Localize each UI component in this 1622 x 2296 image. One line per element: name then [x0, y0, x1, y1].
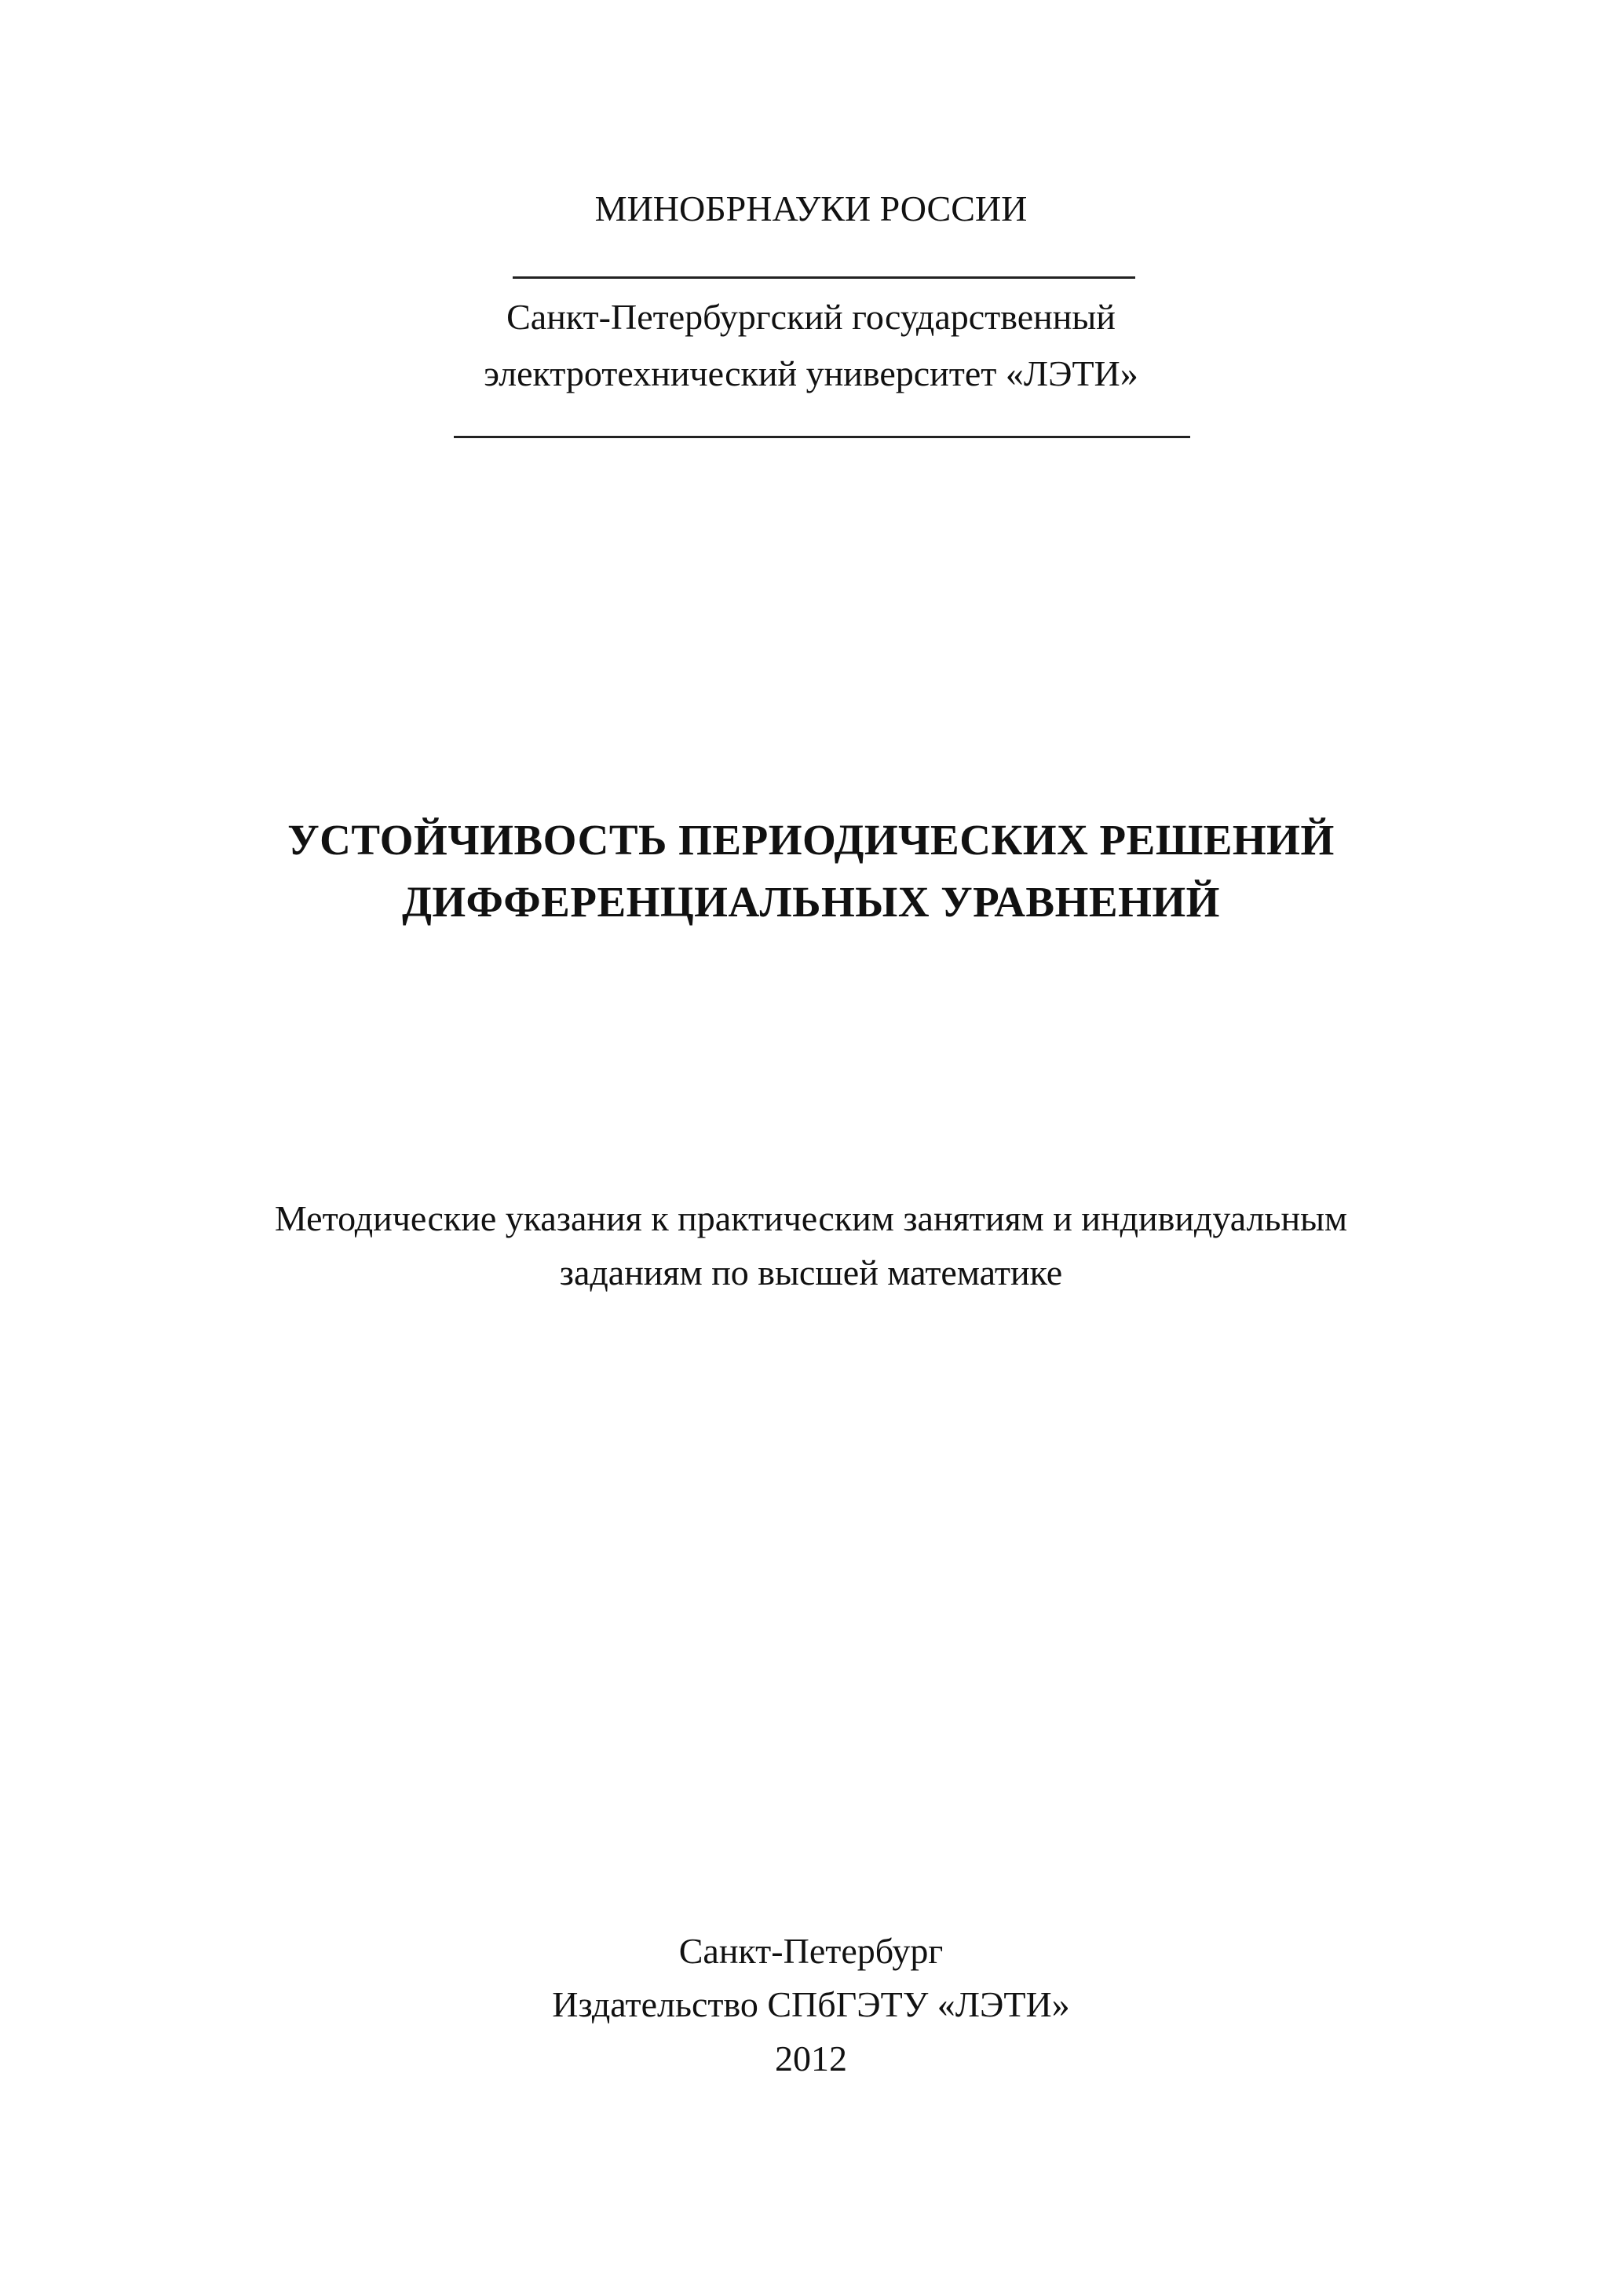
imprint-year: 2012: [775, 2038, 847, 2078]
header-divider-top: [513, 276, 1135, 279]
university-name-line2: электротехнический университет «ЛЭТИ»: [484, 353, 1138, 393]
ministry-name: МИНОБРНАУКИ РОССИИ: [594, 188, 1028, 229]
university-name-line1: Санкт-Петербургский государственный: [506, 297, 1116, 337]
document-title-line2: ДИФФЕРЕНЦИАЛЬНЫХ УРАВНЕНИЙ: [402, 878, 1220, 926]
imprint-publisher: Издательство СПбГЭТУ «ЛЭТИ»: [552, 1984, 1070, 2024]
document-subtitle-line1: Методические указания к практическим занятиям и индивидуальным: [274, 1198, 1348, 1238]
header-divider-bottom: [454, 436, 1190, 438]
document-title-line1: УСТОЙЧИВОСТЬ ПЕРИОДИЧЕСКИХ РЕШЕНИЙ: [287, 816, 1335, 864]
document-subtitle-line2: заданиям по высшей математике: [559, 1252, 1063, 1292]
imprint-city: Санкт-Петербург: [678, 1931, 944, 1971]
